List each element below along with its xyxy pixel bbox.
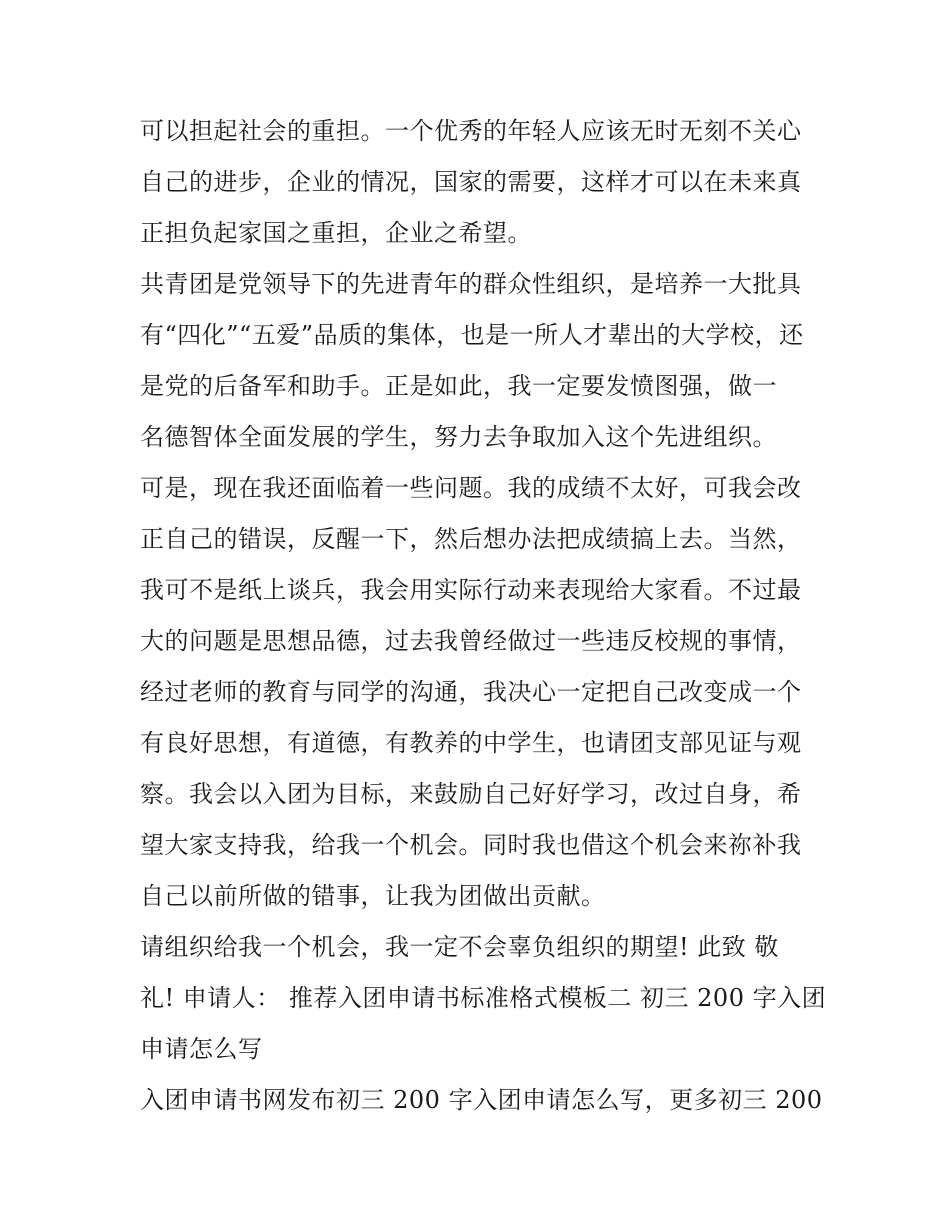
text-line: 望大家支持我，给我一个机会。同时我也借这个机会来祢补我 bbox=[140, 831, 802, 859]
text-line: 自己以前所做的错事，让我为团做出贡献。 bbox=[140, 882, 606, 910]
text-line: 是党的后备军和助手。正是如此，我一定要发愤图强，做一 bbox=[140, 372, 777, 400]
text-line: 大的问题是思想品德，过去我曾经做过一些违反校规的事情， bbox=[140, 627, 802, 655]
text-line: 名德智体全面发展的学生，努力去争取加入这个先进组织。 bbox=[140, 423, 777, 451]
text-line: 入团申请书网发布初三 200 字入团申请怎么写，更多初三 200 bbox=[140, 1086, 823, 1114]
text-line: 自己的进步，企业的情况，国家的需要，这样才可以在未来真 bbox=[140, 168, 802, 196]
text-line: 有良好思想，有道德，有教养的中学生，也请团支部见证与观 bbox=[140, 729, 802, 757]
text-line: 礼! 申请人： 推荐入团申请书标准格式模板二 初三 200 字入团 bbox=[140, 984, 827, 1012]
text-line: 经过老师的教育与同学的沟通，我决心一定把自己改变成一个 bbox=[140, 678, 802, 706]
text-line: 请组织给我一个机会，我一定不会辜负组织的期望! 此致 敬 bbox=[140, 933, 779, 961]
text-line: 正自己的错误，反醒一下，然后想办法把成绩搞上去。当然， bbox=[140, 525, 802, 553]
body-text bbox=[140, 106, 830, 1126]
text-line: 共青团是党领导下的先进青年的群众性组织，是培养一大批具 bbox=[140, 270, 802, 298]
text-line: 可是，现在我还面临着一些问题。我的成绩不太好，可我会改 bbox=[140, 474, 802, 502]
text-line: 申请怎么写 bbox=[140, 1035, 263, 1063]
text-line: 可以担起社会的重担。一个优秀的年轻人应该无时无刻不关心 bbox=[140, 117, 802, 145]
text-line: 正担负起家国之重担，企业之希望。 bbox=[140, 219, 532, 247]
text-line: 有“四化”“五爱”品质的集体，也是一所人才辈出的大学校，还 bbox=[140, 321, 804, 349]
text-line: 我可不是纸上谈兵，我会用实际行动来表现给大家看。不过最 bbox=[140, 576, 802, 604]
text-line: 察。我会以入团为目标，来鼓励自己好好学习，改过自身，希 bbox=[140, 780, 802, 808]
